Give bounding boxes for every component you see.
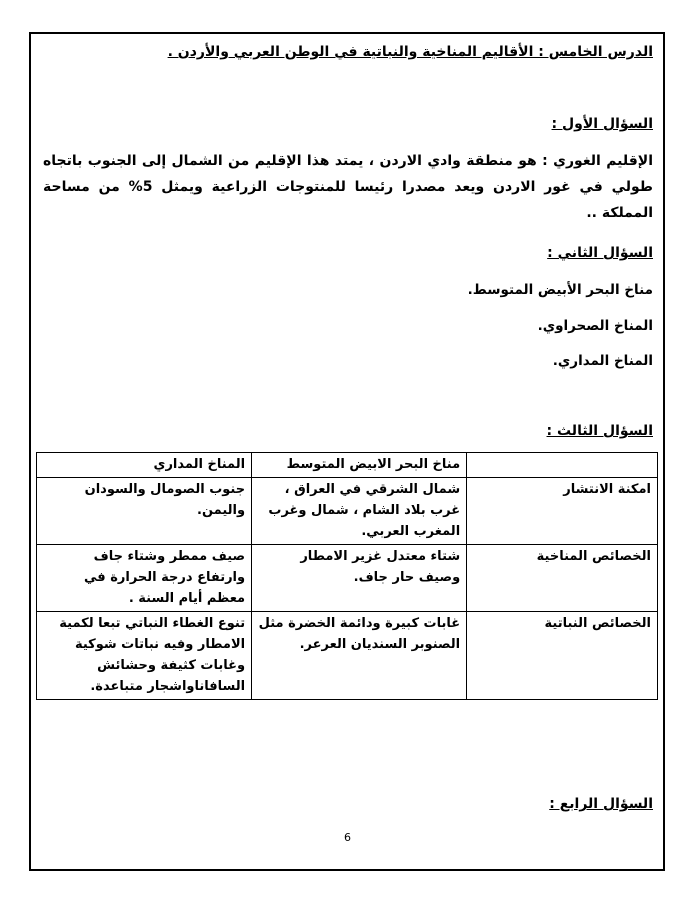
table-cell: الخصائص النباتية [467,612,658,700]
table-cell: صيف ممطر وشتاء جاف وارتفاع درجة الحرارة في معظم أيام السنة . [37,545,252,612]
table-row [37,545,658,612]
question-2-answer-2: المناخ الصحراوي. [537,318,653,334]
lesson-title: الدرس الخامس : الأقاليم المناخية والنباتية في الوطن العربي والأردن . [167,44,653,60]
table-row [37,478,658,545]
table-cell: جنوب الصومال والسودان واليمن. [37,478,252,545]
table-cell: امكنة الانتشار [467,478,658,545]
table-header-cell: مناخ البحر الابيض المتوسط [252,453,467,478]
climate-comparison-table [36,452,658,700]
table-cell: شتاء معتدل غزير الامطار وصيف حار جاف. [252,545,467,612]
table-header-cell: المناخ المداري [37,453,252,478]
table-header-cell [467,453,658,478]
page-number: 6 [344,831,351,844]
table-header-row [37,453,658,478]
table-cell: غابات كبيرة ودائمة الخضرة مثل الصنوبر السنديان العرعر. [252,612,467,700]
table-row [37,612,658,700]
question-3-heading: السؤال الثالث : [546,423,653,439]
table-cell: تنوع الغطاء النباتي تبعا لكمية الامطار وفيه نباتات شوكية وغابات كثيفة وحشائش السافاناواشجار متباعدة. [37,612,252,700]
question-1-heading: السؤال الأول : [551,116,653,132]
question-2-answer-3: المناخ المداري. [552,353,653,369]
table-cell: شمال الشرقي في العراق ، غرب بلاد الشام ، شمال وغرب المغرب العربي. [252,478,467,545]
question-2-heading: السؤال الثاني : [547,245,653,261]
question-4-heading: السؤال الرابع : [549,796,653,812]
question-1-answer: الإقليم الغوري : هو منطقة وادي الاردن ، يمتد هذا الإقليم من الشمال إلى الجنوب باتجاه طولي في غور الاردن ويعد مصدرا رئيسا للمنتوجات الزراعية ويمثل 5% من مساحة المملكة .. [43,153,653,221]
table-cell: الخصائص المناخية [467,545,658,612]
question-2-answer-1: مناخ البحر الأبيض المتوسط. [467,282,653,298]
